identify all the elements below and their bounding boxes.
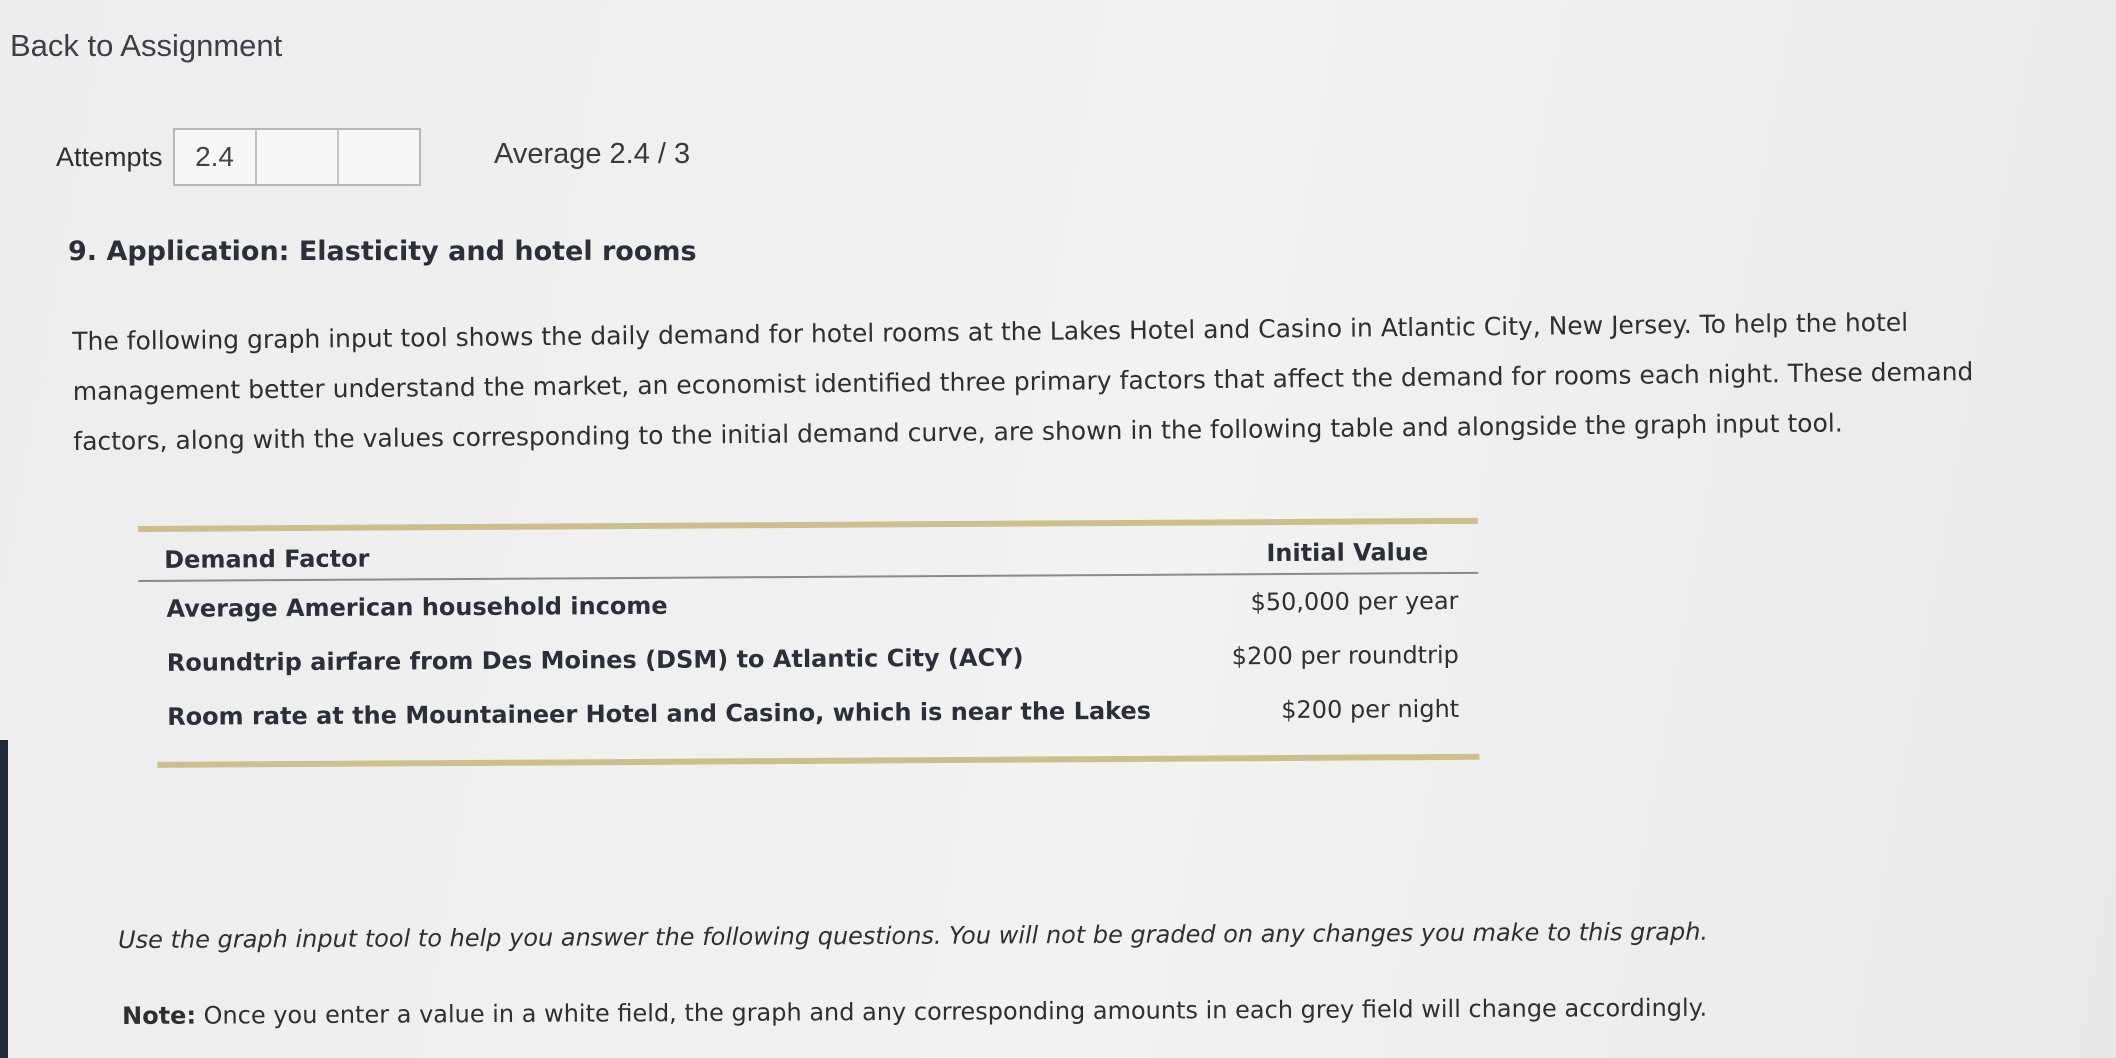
factor-cell: Roundtrip airfare from Des Moines (DSM) to Atlantic City (ACY) [166, 643, 1024, 677]
table-row [138, 574, 1478, 636]
attempt-1[interactable]: 2.4 [175, 130, 257, 184]
table-bottom-rule [157, 754, 1479, 768]
header-demand-factor: Demand Factor [164, 544, 370, 574]
attempts-label: Attempts [56, 141, 163, 172]
value-cell: $50,000 per year [1250, 586, 1459, 617]
value-cell: $200 per night [1281, 694, 1460, 725]
header-initial-value: Initial Value [1266, 538, 1429, 568]
attempts-bar [56, 128, 421, 186]
graph-tool-instructions: Use the graph input tool to help you answer the following questions. You will not be graded on any changes you make to this graph. [118, 917, 1709, 954]
demand-factor-table [138, 518, 1479, 768]
attempt-boxes [173, 128, 421, 186]
question-intro: The following graph input tool shows the daily demand for hotel rooms at the Lakes Hotel and Casino in Atlantic City, New Jersey. To help the hotel management better understand the market, an economist identified three primary factors that affect the demand for rooms each night. These demand factors, along with the values corresponding to the initial demand curve, are shown in the following table and alongside the graph input tool. [72, 307, 1974, 456]
table-row [139, 682, 1479, 744]
average-score: Average 2.4 / 3 [494, 138, 691, 170]
attempt-3[interactable] [339, 130, 419, 184]
note-text [122, 994, 1707, 1030]
table-header [138, 524, 1478, 582]
note-label: Note: [122, 1001, 197, 1030]
back-to-assignment-link[interactable]: Back to Assignment [10, 28, 283, 63]
factor-cell: Room rate at the Mountaineer Hotel and Casino, which is near the Lakes [167, 696, 1152, 731]
factor-cell: Average American household income [166, 591, 668, 623]
window-edge [0, 740, 8, 1058]
attempt-2[interactable] [257, 130, 339, 184]
note-body: Once you enter a value in a white field, the graph and any corresponding amounts in each grey field will change accordingly. [195, 993, 1708, 1030]
table-row [139, 628, 1479, 690]
value-cell: $200 per roundtrip [1231, 640, 1459, 671]
question-title: 9. Application: Elasticity and hotel rooms [68, 236, 697, 267]
